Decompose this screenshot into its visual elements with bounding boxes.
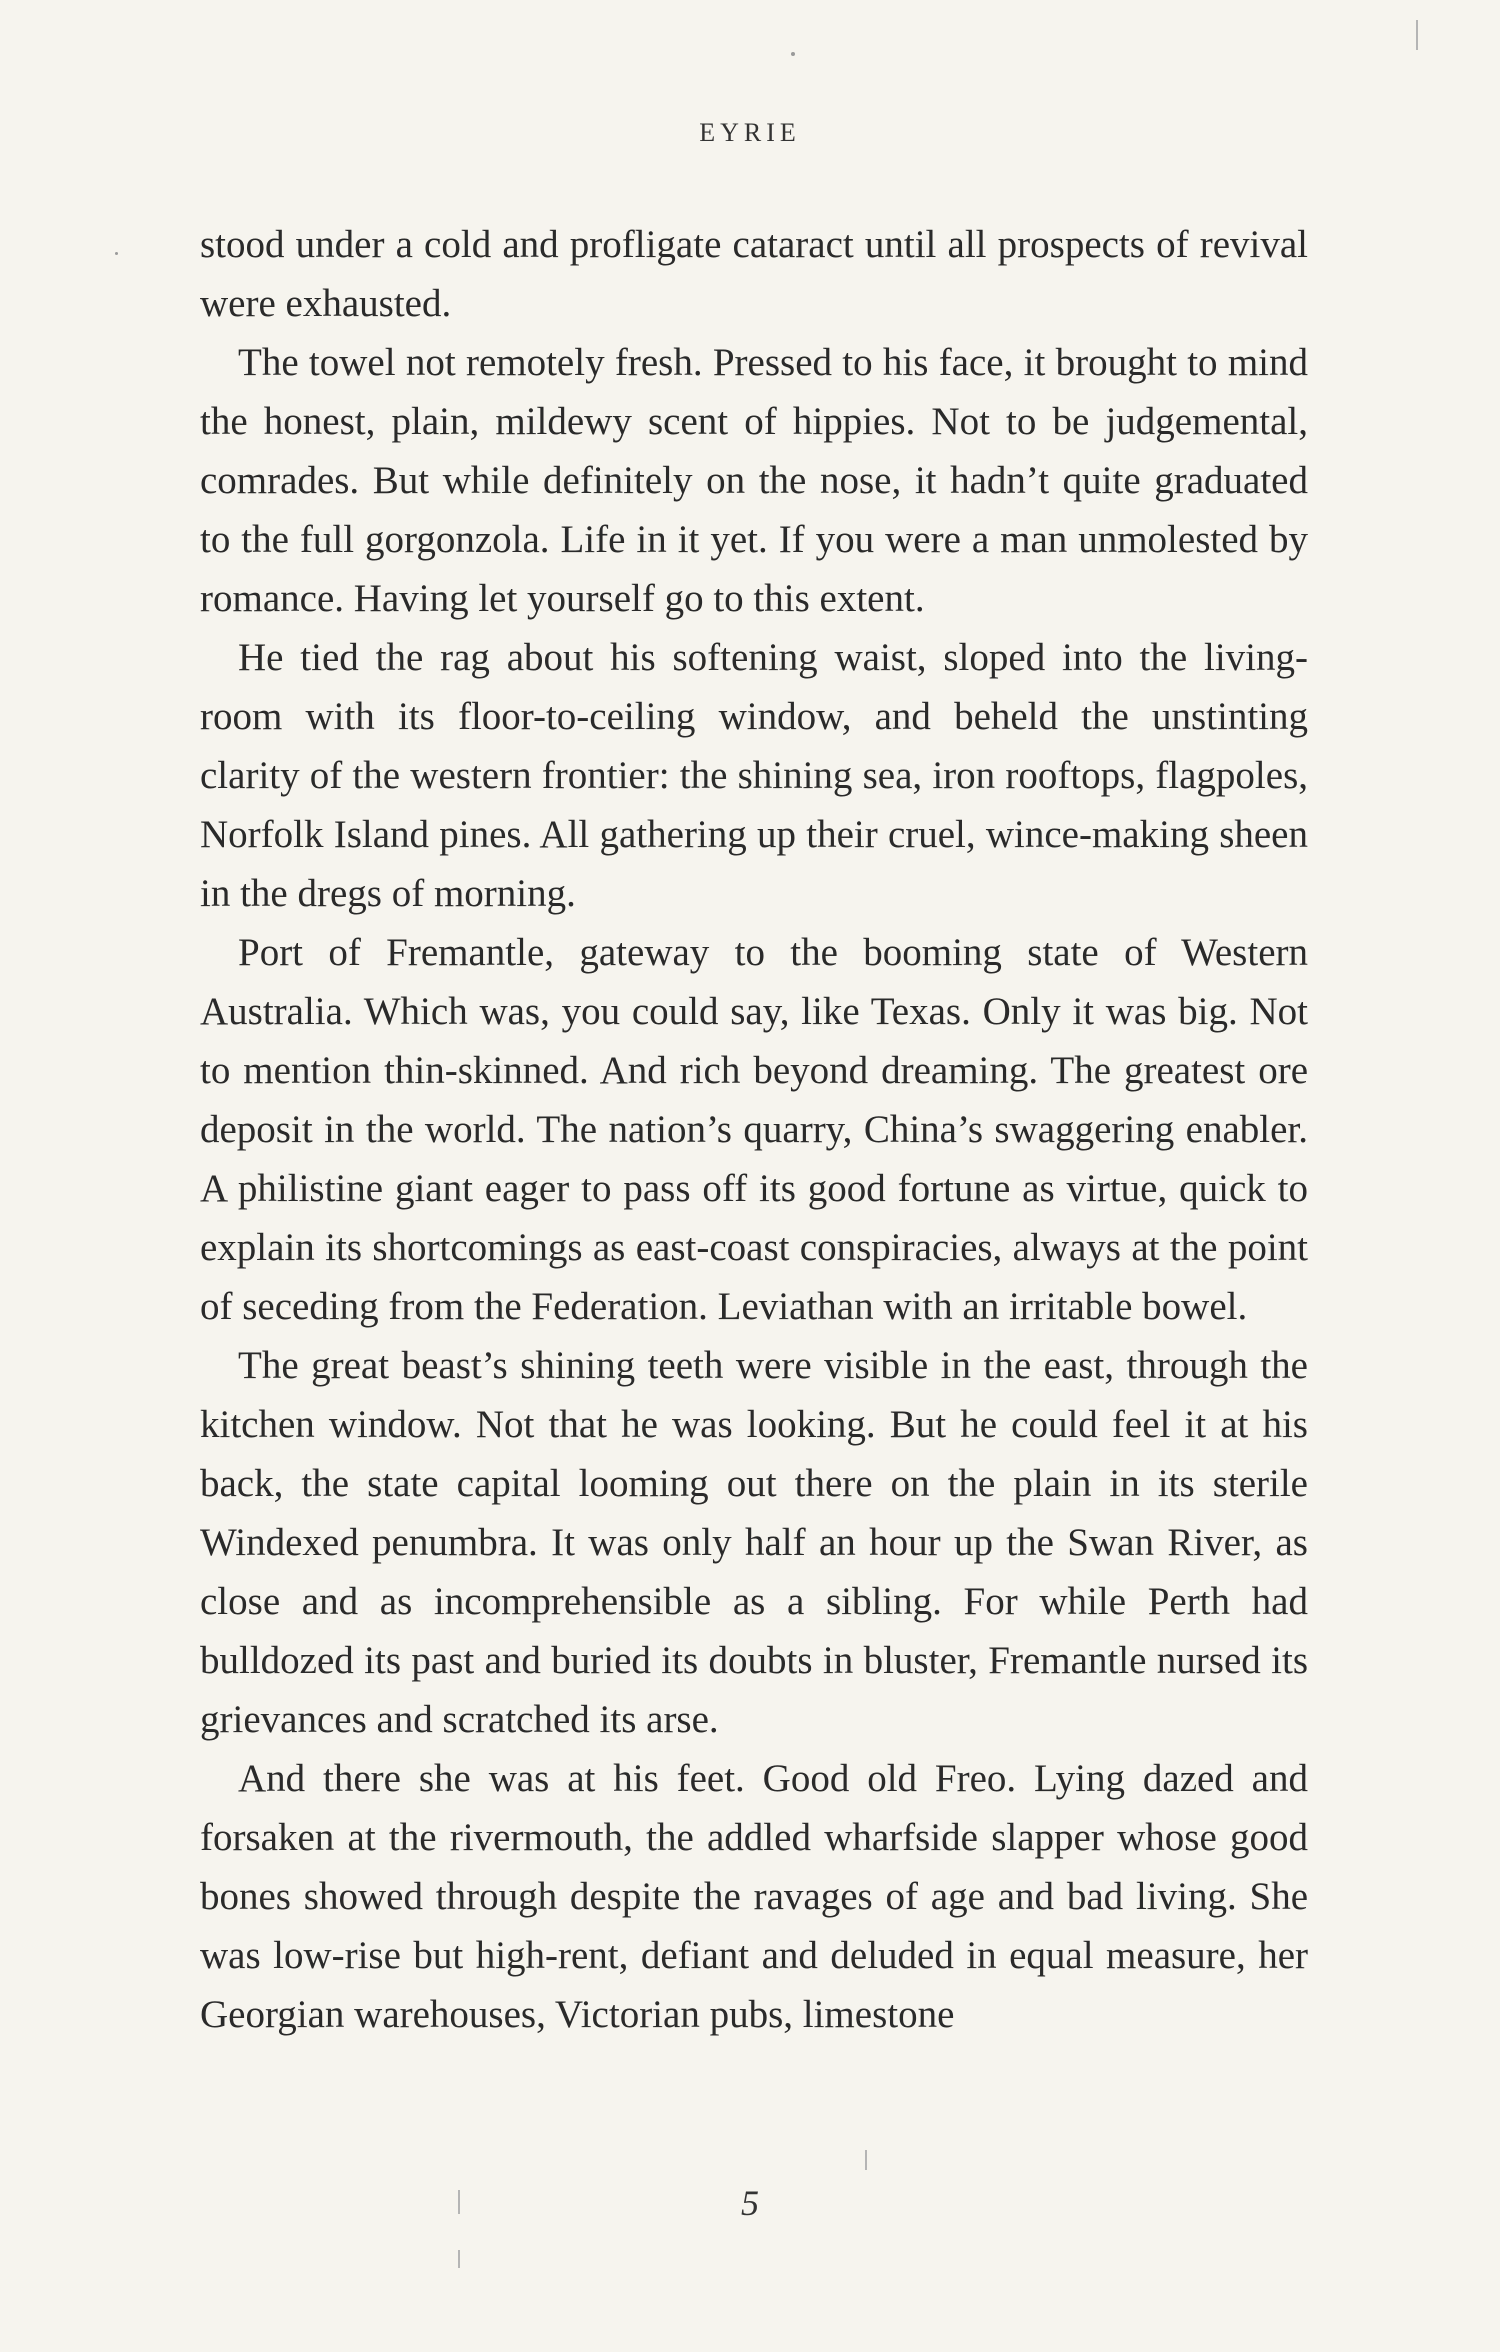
paragraph: stood under a cold and profligate cataract until all prospects of revival were exhausted. — [200, 223, 1308, 325]
scan-mark — [458, 2250, 460, 2268]
page-number: 5 — [741, 2183, 759, 2223]
paragraph: And there she was at his feet. Good old Freo. Lying dazed and forsaken at the rivermouth, the addled wharfside slapper whose good bones showed through despite the ravages of age and bad living. She was low-rise but high-rent, defiant and deluded in equal measure, her Georgian warehouses, Victorian pubs, limestone — [200, 1757, 1308, 2036]
body-text — [200, 215, 1308, 2044]
paragraph: The towel not remotely fresh. Pressed to his face, it brought to mind the honest, plain, mildewy scent of hippies. Not to be judgemental, comrades. But while definitely on the nose, it hadn’t quite graduated to the full gorgonzola. Life in it yet. If you were a man unmolested by romance. Having let yourself go to this extent. — [200, 341, 1308, 620]
running-head: EYRIE — [699, 118, 801, 147]
scan-mark — [865, 2150, 867, 2170]
scan-mark — [458, 2190, 460, 2214]
scan-mark — [1416, 20, 1418, 50]
scan-speck — [115, 252, 118, 255]
paragraph: The great beast’s shining teeth were visible in the east, through the kitchen window. Not that he was looking. But he could feel it at his back, the state capital looming out there on the plain in its sterile Windexed penumbra. It was only half an hour up the Swan River, as close and as incomprehensible as a sibling. For while Perth had bulldozed its past and buried its doubts in bluster, Fremantle nursed its grievances and scratched its arse. — [200, 1344, 1308, 1741]
paragraph: Port of Fremantle, gateway to the booming state of Western Australia. Which was, you could say, like Texas. Only it was big. Not to mention thin-skinned. And rich beyond dreaming. The greatest ore deposit in the world. The nation’s quarry, China’s swaggering enabler. A philistine giant eager to pass off its good fortune as virtue, quick to explain its shortcomings as east-coast conspiracies, always at the point of seceding from the Federation. Leviathan with an irritable bowel. — [200, 931, 1308, 1328]
scan-speck — [791, 52, 795, 56]
paragraph: He tied the rag about his softening waist, sloped into the living-room with its floor-to-ceiling window, and beheld the unstinting clarity of the western frontier: the shining sea, iron rooftops, flagpoles, Norfolk Island pines. All gathering up their cruel, wince-making sheen in the dregs of morning. — [200, 636, 1308, 915]
